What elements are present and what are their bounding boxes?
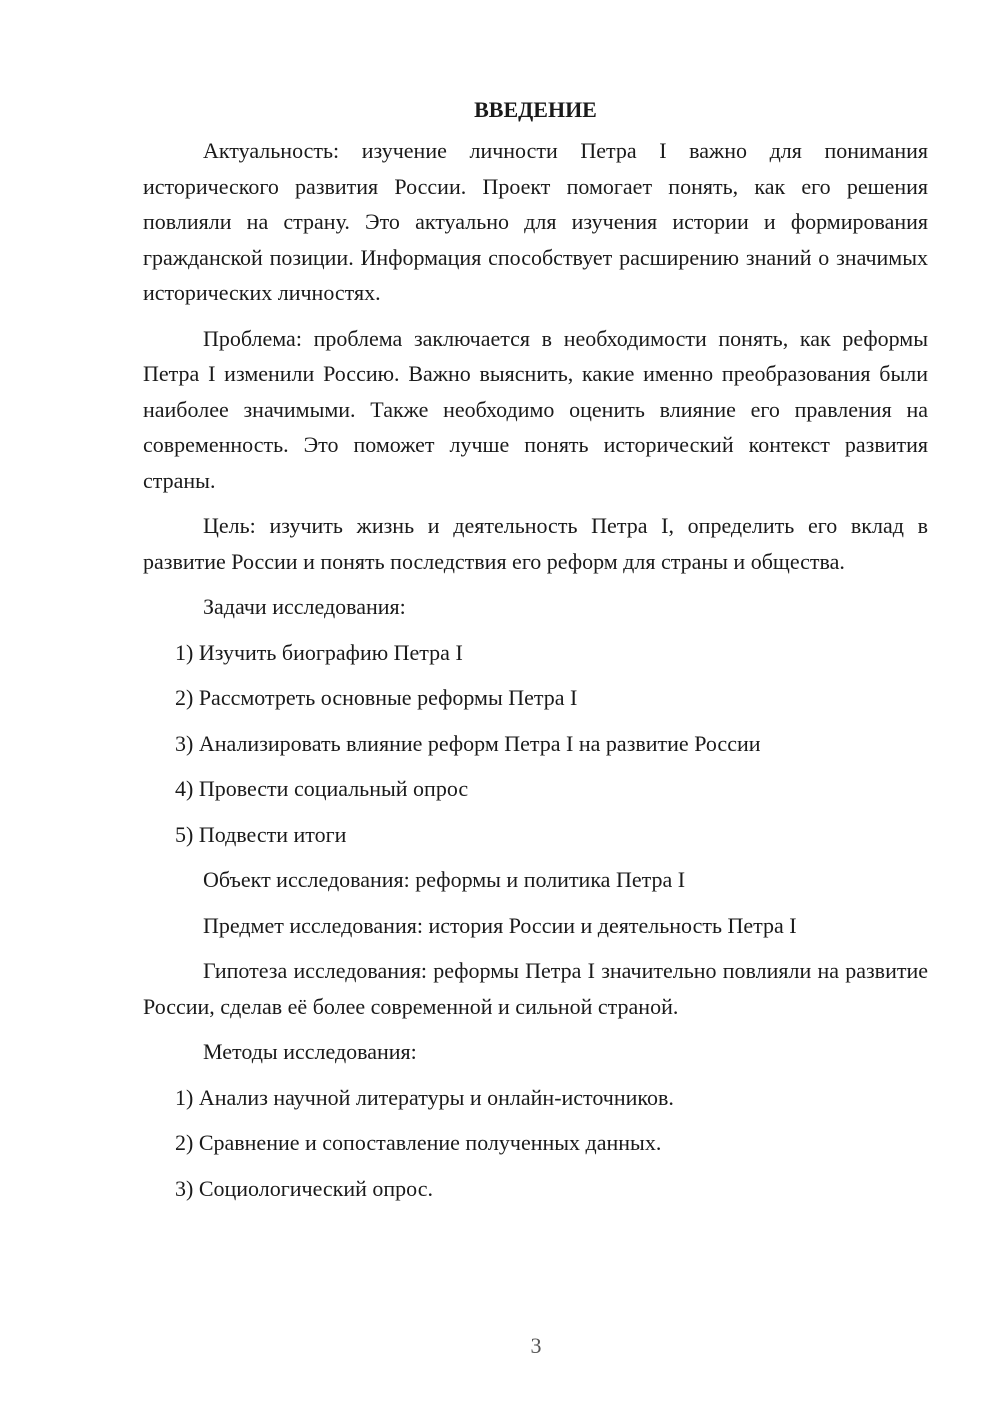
- method-item: 1) Анализ научной литературы и онлайн-источников.: [175, 1084, 674, 1110]
- task-item: 3) Анализировать влияние реформ Петра I на развитие России: [175, 730, 761, 756]
- problem-paragraph: Проблема: проблема заключается в необходимости понять, как реформы Петра I изменили Россию. Важно выяснить, какие именно преобразования были наиболее значимыми. Также необходимо оценить влияние его правления на современность. Это поможет лучше понять исторический контекст развития страны.: [143, 325, 928, 493]
- hypothesis-paragraph: Гипотеза исследования: реформы Петра I значительно повлияли на развитие России, сделав её более современной и сильной страной.: [143, 958, 928, 1019]
- goal-paragraph: Цель: изучить жизнь и деятельность Петра I, определить его вклад в развитие России и понять последствия его реформ для страны и общества.: [143, 513, 928, 574]
- relevance-paragraph: Актуальность: изучение личности Петра I важно для понимания исторического развития России. Проект помогает понять, как его решения повлияли на страну. Это актуально для изучения истории и формирования гражданской позиции. Информация способствует расширению знаний о значимых исторических личностях.: [143, 138, 928, 305]
- method-item: 2) Сравнение и сопоставление полученных данных.: [175, 1130, 662, 1155]
- task-item: 2) Рассмотреть основные реформы Петра I: [175, 685, 578, 710]
- task-item: 4) Провести социальный опрос: [175, 776, 469, 801]
- tasks-heading: Задачи исследования:: [203, 594, 406, 619]
- page-number: 3: [530, 1333, 542, 1358]
- method-item: 3) Социологический опрос.: [175, 1175, 433, 1201]
- research-object: Объект исследования: реформы и политика Петра I: [203, 867, 686, 892]
- task-item: 1) Изучить биографию Петра I: [175, 639, 463, 665]
- methods-heading: Методы исследования:: [203, 1039, 417, 1064]
- research-subject: Предмет исследования: история России и деятельность Петра I: [203, 912, 797, 938]
- task-item: 5) Подвести итоги: [175, 821, 347, 847]
- document-page: [143, 92, 928, 1216]
- page-title: ВВЕДЕНИЕ: [474, 97, 597, 122]
